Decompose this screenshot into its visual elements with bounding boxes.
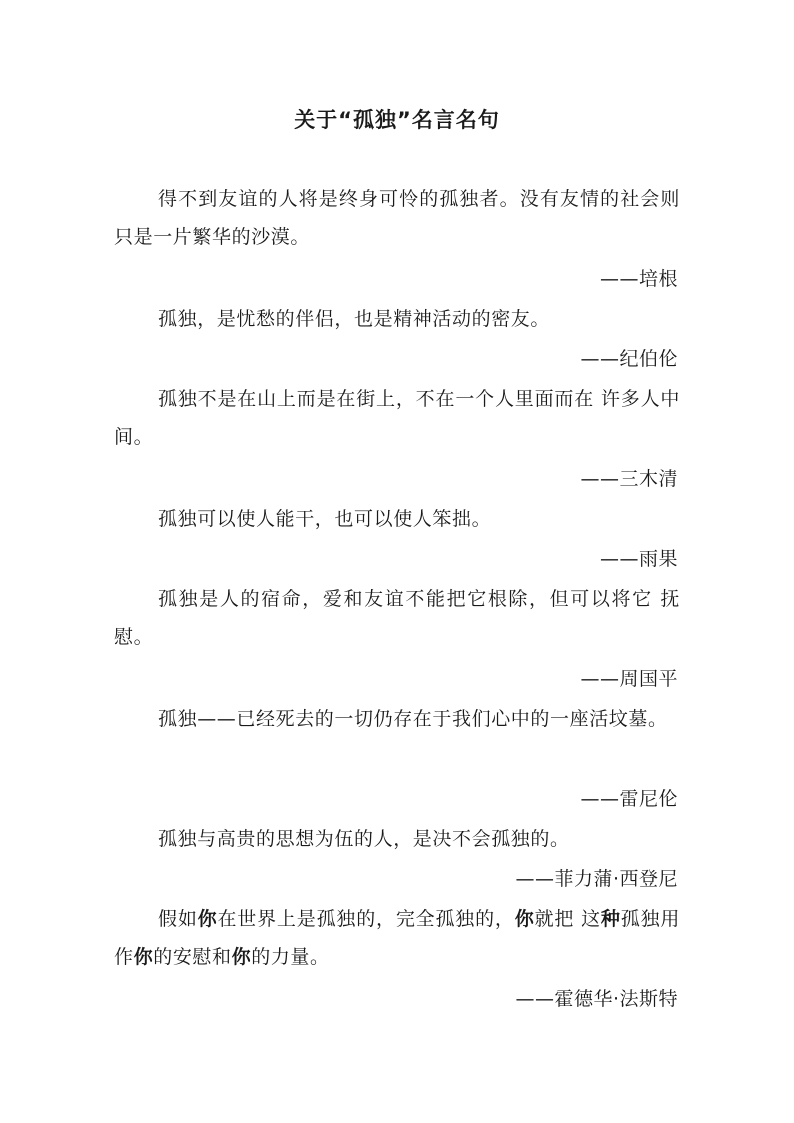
quote-text: 孤独是人的宿命，爱和友谊不能把它根除，但可以将它 抚慰。	[114, 588, 680, 648]
quote-text: 孤独不是在山上而是在街上，不在一个人里面而在 许多人中间。	[114, 388, 680, 448]
quote-text: 孤独与高贵的思想为伍的人，是决不会孤独的。	[158, 828, 570, 850]
quote-author: ——周国平	[580, 668, 678, 690]
quote-text-part: 孤独用作	[114, 908, 680, 968]
quote-author: ——培根	[599, 268, 678, 290]
quote-text-bold-part: 你	[197, 908, 218, 930]
quote-text-part: 的安慰和	[153, 946, 232, 968]
quote-author: ——纪伯伦	[580, 348, 678, 370]
quote-text: 孤独可以使人能干，也可以使人笨拙。	[158, 508, 492, 530]
quote-text-part: 的力量。	[251, 946, 330, 968]
quote-author: ——雷尼伦	[580, 788, 678, 810]
quote-author: ——三木清	[580, 468, 678, 490]
quote-text-bold-part: 你	[133, 946, 154, 968]
quote-author: ——霍德华·法斯特	[515, 988, 678, 1010]
quote-text-part: 在世界上是孤独的，完全孤独的，	[217, 908, 515, 930]
document-title: 关于“孤独”名言名句	[294, 108, 500, 132]
quote-text-part: 就把 这	[534, 908, 601, 930]
quote-text	[114, 900, 680, 976]
quote-text-bold-part: 种	[600, 908, 621, 930]
quote-text: 得不到友谊的人将是终身可怜的孤独者。没有友情的社会则只是一片繁华的沙漠。	[114, 188, 680, 248]
quote-author: ——雨果	[599, 548, 678, 570]
quote-text-bold-part: 你	[514, 908, 535, 930]
quote-text: 孤独，是忧愁的伴侣，也是精神活动的密友。	[158, 308, 551, 330]
quote-text-part: 假如	[158, 908, 198, 930]
quote-text-bold-part: 你	[231, 946, 252, 968]
quote-text: 孤独——已经死去的一切仍存在于我们心中的一座活坟墓。	[158, 708, 668, 730]
quote-author: ——菲力蒲·西登尼	[515, 868, 678, 890]
